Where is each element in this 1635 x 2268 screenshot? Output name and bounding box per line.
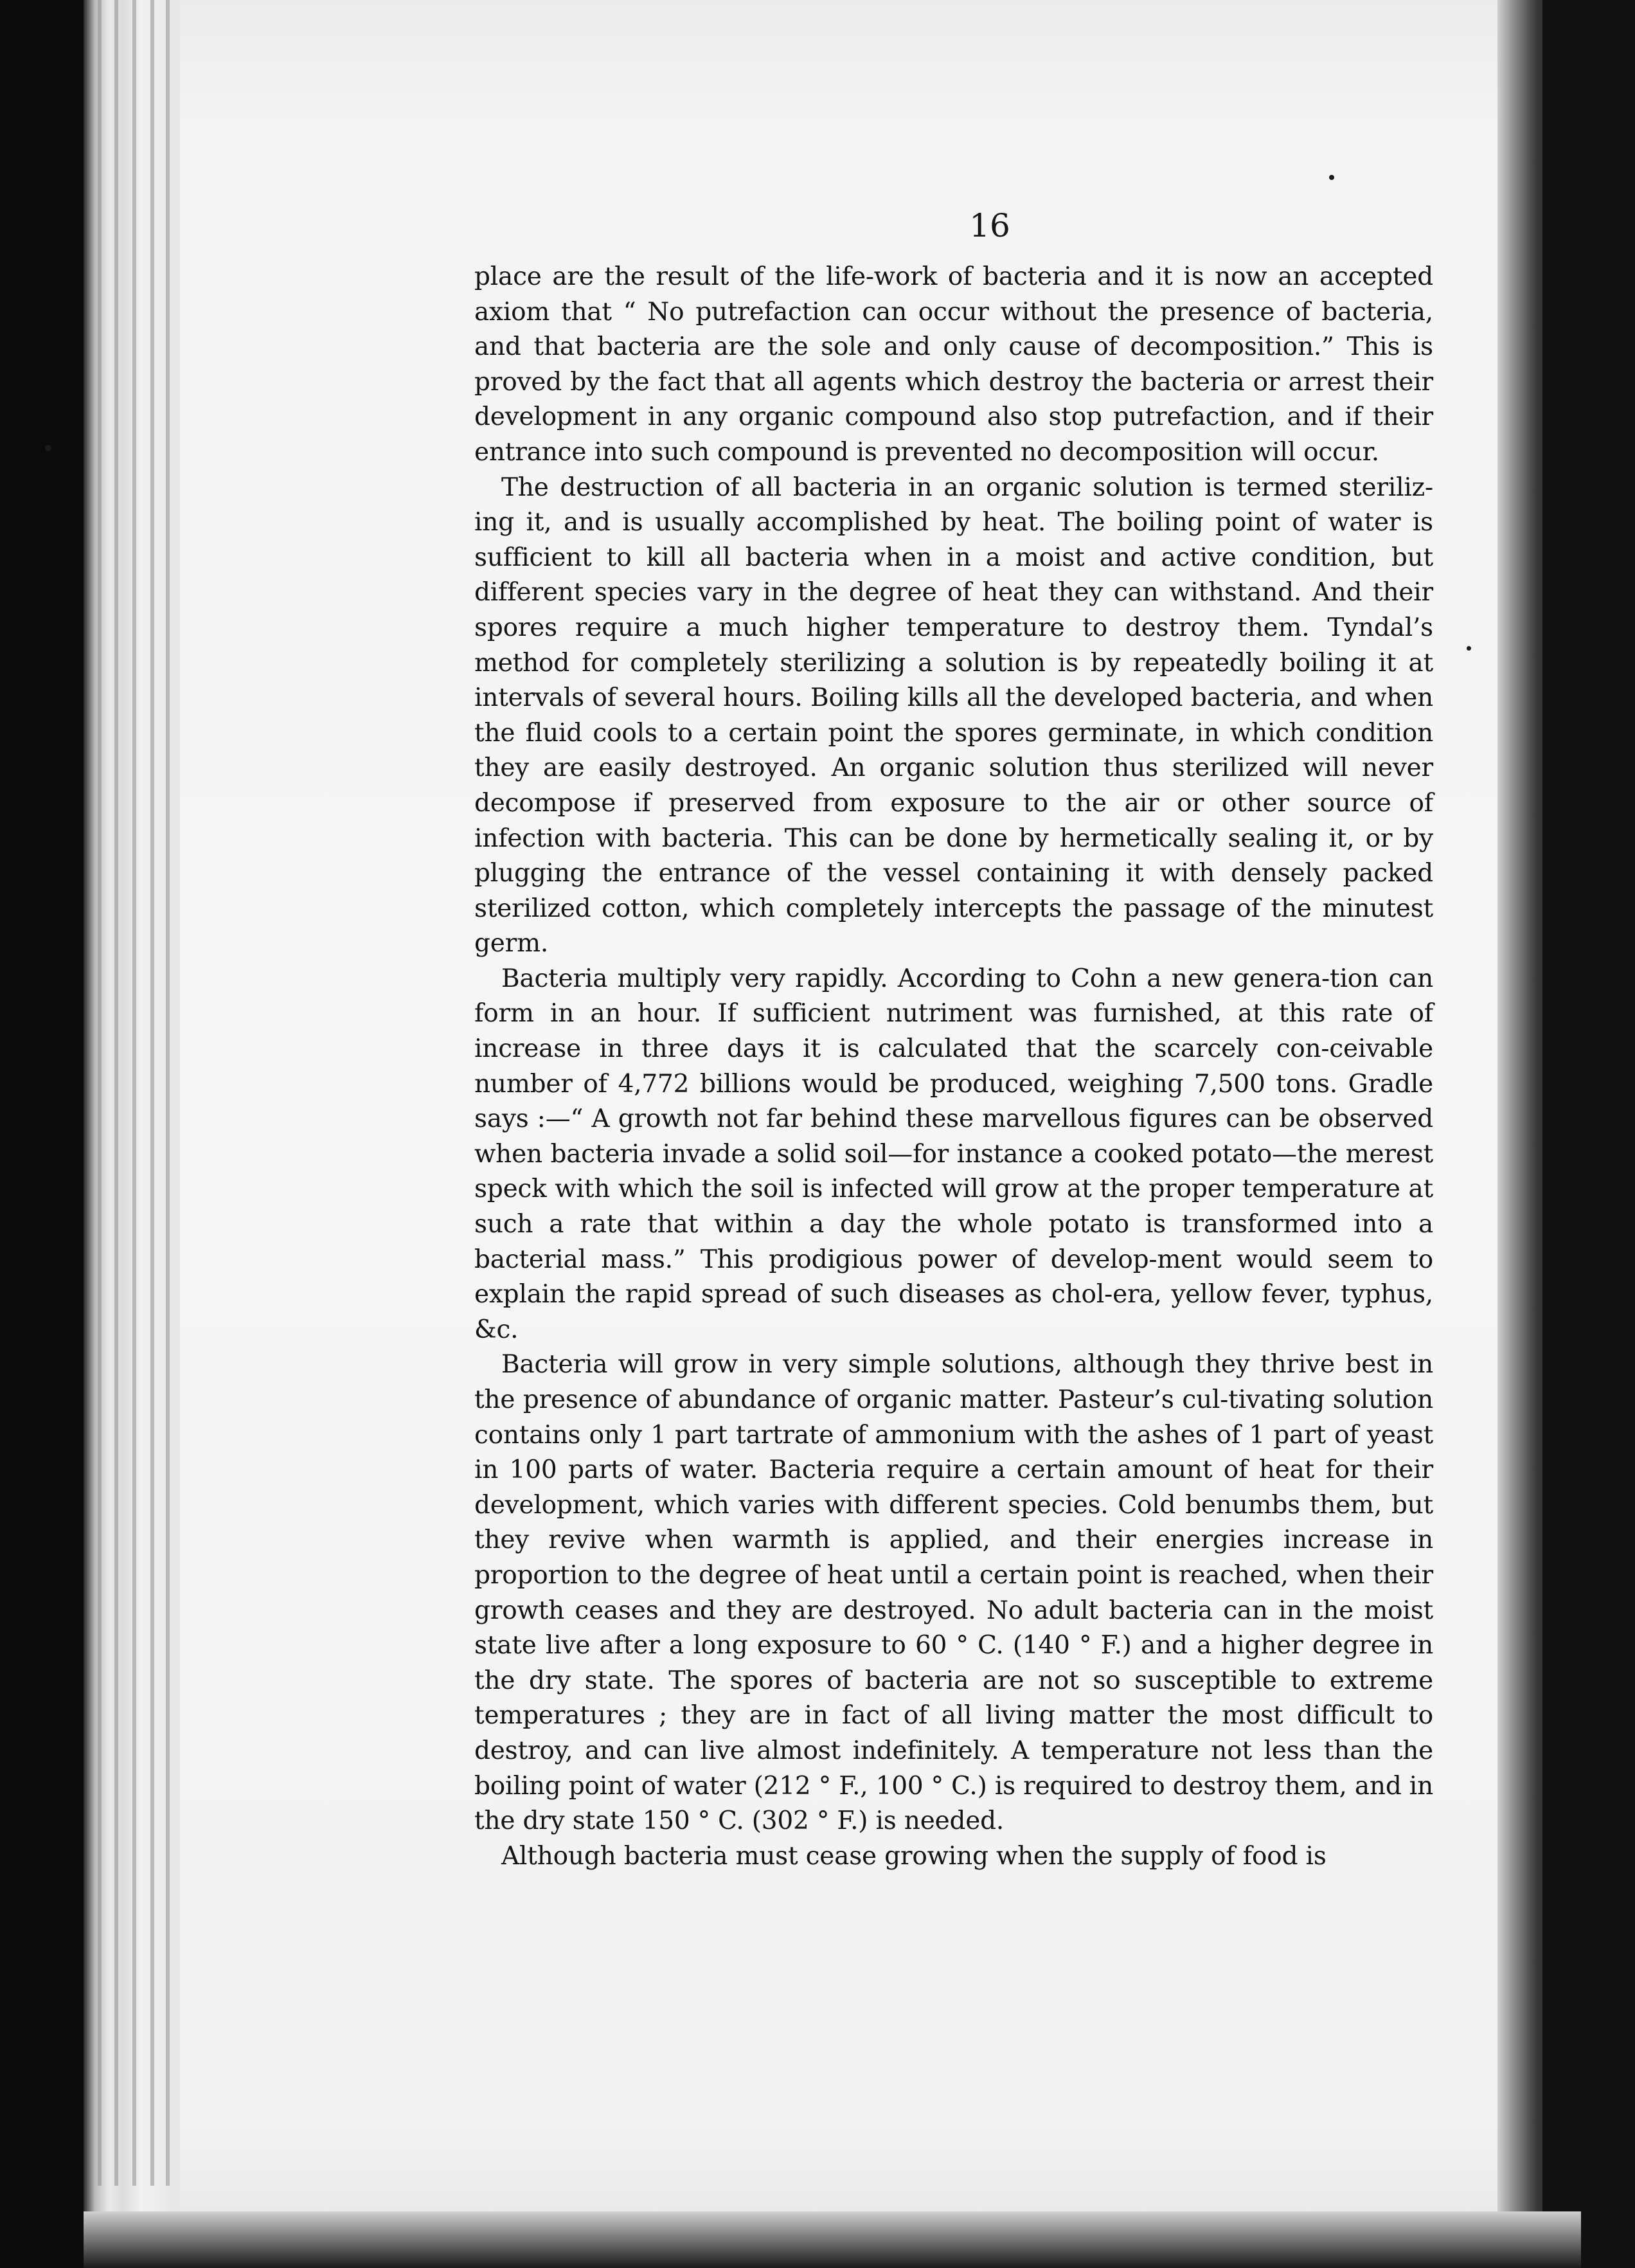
paragraph: place are the result of the life-work of bacteria and it is now an accepted axiom that “ No putrefaction can occur without the presence of bacteria, and that bacteria are the sole and only cause of decomposition.” This is proved by the fact that all agents which destroy the bacteria or arrest their development in any organic compound also stop putrefaction, and if their entrance into such compound is prevented no decomposition will occur. (474, 262, 1433, 467)
ink-speck (1467, 646, 1471, 651)
page-bottom-shadow (84, 2211, 1581, 2268)
paragraph: Bacteria multiply very rapidly. According to Cohn a new genera-tion can form in an hour. If sufficient nutriment was furnished, at this rate of increase in three days it is calculated that the scarcely con-ceivable number of 4,772 billions would be produced, weighing 7,500 tons. Gradle says :—“ A growth not far behind these marvellous figures can be observed when bacteria invade a solid soil—for instance a cooked potato—the merest speck with which the soil is infected will grow at the proper temperature at such a rate that within a day the whole potato is transformed into a bacterial mass.” This prodigious power of develop-ment would seem to explain the rapid spread of such diseases as chol-era, yellow fever, typhus, &c. (474, 964, 1433, 1344)
paragraph: The destruction of all bacteria in an organic solution is termed steriliz-ing it, and is usually accomplished by heat. The boiling point of water is sufficient to kill all bacteria when in a moist and active condition, but different species vary in the degree of heat they can withstand. And their spores require a much higher temperature to destroy them. Tyndal’s method for completely sterilizing a solution is by repeatedly boiling it at intervals of several hours. Boiling kills all the developed bacteria, and when the fluid cools to a certain point the spores germinate, in which condition they are easily destroyed. An organic solution thus sterilized will never decompose if preserved from exposure to the air or other source of infection with bacteria. This can be done by hermetically sealing it, or by plugging the entrance of the vessel containing it with densely packed sterilized cotton, which completely intercepts the passage of the minutest germ. (474, 473, 1433, 959)
page-edge-line (114, 0, 118, 2186)
dark-background-right (1542, 0, 1635, 2268)
page-edge-line (132, 0, 136, 2186)
ink-speck (1329, 175, 1334, 180)
paragraph: Although bacteria must cease growing when the supply of food is (501, 1841, 1327, 1871)
page-edge-line (150, 0, 154, 2186)
paragraph: Bacteria will grow in very simple solutions, although they thrive best in the presence of abundance of organic matter. Pasteur’s cul-tivating solution contains only 1 part tartrate of ammonium with the ashes of 1 part of yeast in 100 parts of water. Bacteria require a certain amount of heat for their development, which varies with different species. Cold benumbs them, but they revive when warmth is applied, and their energies increase in proportion to the degree of heat until a certain point is reached, when their growth ceases and they are destroyed. No adult bacteria can in the moist state live after a long exposure to 60 ° C. (140 ° F.) and a higher degree in the dry state. The spores of bacteria are not so susceptible to extreme temperatures ; they are in fact of all living matter the most difficult to destroy, and can live almost indefinitely. A temperature not less than the boiling point of water (212 ° F., 100 ° C.) is required to destroy them, and in the dry state 150 ° C. (302 ° F.) is needed. (474, 1350, 1433, 1836)
page-body (474, 260, 1433, 1874)
page-edge-line (166, 0, 170, 2186)
ink-speck (45, 445, 51, 451)
page-number: 16 (969, 207, 1010, 244)
page-edge-line (98, 0, 102, 2186)
